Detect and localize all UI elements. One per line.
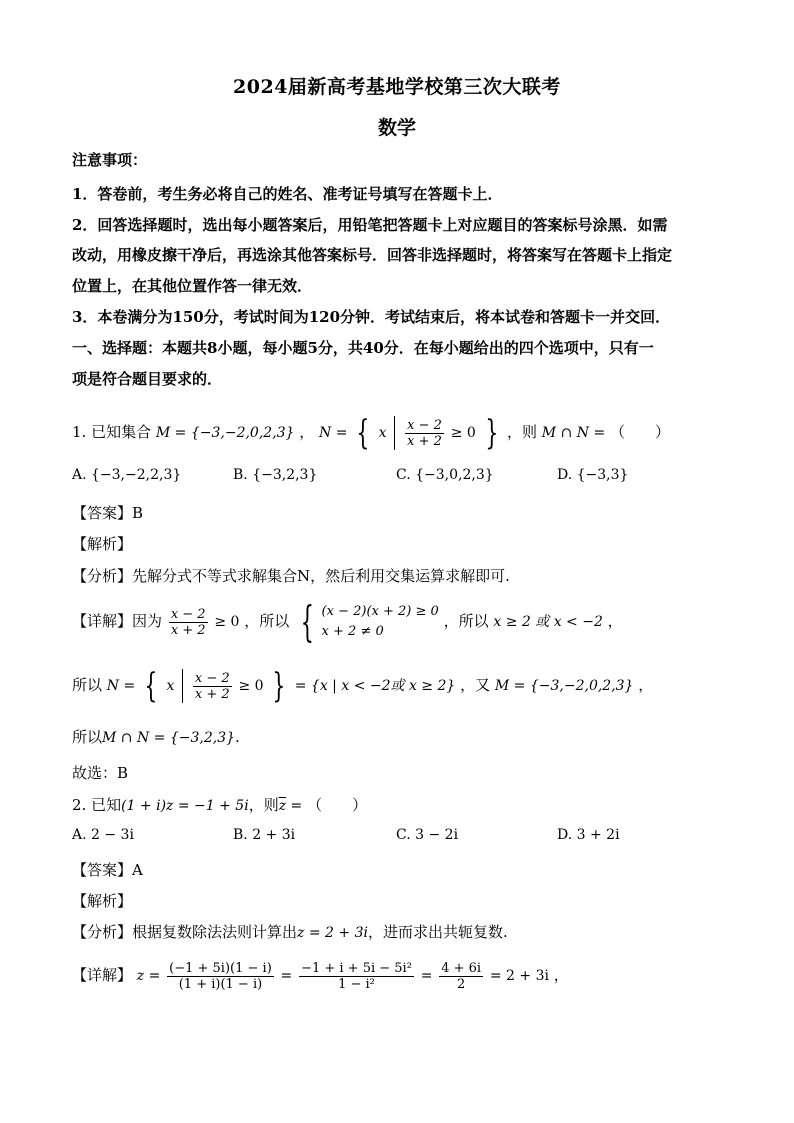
note-item-2-line-3: 位置上，在其他位置作答一律无效． [72, 277, 313, 295]
q2-option-a: A. 2 − 3i [72, 827, 134, 843]
q1-frac-num: x − 2 [407, 417, 442, 433]
q1-detail-line-2: 所以 N = { x $\frac{x - 2}{x + 2}$ ≥ 0 } = {x | x < −2或 x ≥ 2} ，又 M = {−3,−2,0,2,3} ， [72, 666, 654, 706]
q1-n-lhs: N = [319, 425, 348, 441]
q2-option-b: B. 2 + 3i [233, 827, 296, 843]
q2-fenxi: 【分析】根据复数除法法则计算出z = 2 + 3i，进而求出共轭复数. [72, 923, 508, 941]
section-1-heading-line-1: 一、选择题：本题共8小题，每小题5分，共40分．在每小题给出的四个选项中，只有一 [72, 339, 654, 357]
q1-set-var: x [378, 425, 387, 441]
q2-option-d: D. 3 + 2i [557, 827, 620, 843]
section-1-heading-line-2: 项是符合题目要求的． [72, 370, 223, 388]
q1-answer [72, 503, 732, 523]
set-bar-icon [394, 416, 395, 450]
z-conjugate: $\overline{z}$ [278, 798, 287, 814]
q1-prefix: 1. 已知集合 [72, 423, 152, 441]
q1-choose: 故选：B [72, 764, 129, 782]
question-2: 2. 已知(1 + i)z = −1 + 5i，则$\overline{z}$ = （ ） [72, 796, 368, 814]
q1-detail-line-1: 【详解】因为 $\frac{x - 2}{x + 2}$ ≥ 0 ，所以 { (x − 2)(x + 2) ≥ 0 x + 2 ≠ 0 ，所以 x ≥ 2 或 x < −2 ， [72, 597, 623, 646]
set-bar-icon [182, 669, 183, 703]
right-brace-icon: } [484, 413, 498, 453]
q1-fraction [405, 418, 444, 449]
notes-heading: 注意事项： [72, 151, 148, 169]
right-brace-icon: } [272, 666, 286, 706]
q2-fraction-1: $\frac{(-1 + 5i)(1 - i)}{(1 + i)(1 - i)}$ [169, 960, 272, 992]
q1-comma: ， [299, 423, 315, 441]
q2-option-c: C. 3 − 2i [396, 827, 459, 843]
system-brace-icon: { [300, 597, 315, 646]
q1-option-a: A. {−3,−2,2,3} [72, 467, 182, 483]
left-brace-icon: { [144, 666, 158, 706]
q1-set-m: M = {−3,−2,0,2,3} [155, 425, 295, 441]
q1-option-d: D. {−3,3} [557, 467, 629, 483]
q1-geq0: ≥ 0 [450, 425, 476, 441]
q1-fenxi: 【分析】先解分式不等式求解集合N，然后利用交集运算求解即可. [72, 567, 510, 585]
note-item-1: 1．答卷前，考生务必将自己的姓名、准考证号填写在答题卡上． [72, 185, 503, 203]
q1-frac-den: x + 2 [407, 433, 442, 449]
subject-title: 数学 [377, 117, 416, 139]
q1-ask: ，则 [506, 423, 537, 441]
q1-paren: （ ） [609, 423, 670, 441]
q2-analysis-tag: 【解析】 [72, 892, 133, 910]
note-item-3: 3．本卷满分为150分，考试时间为120分钟．考试结束后，将本试卷和答题卡一并交回． [72, 308, 671, 326]
q1-detail-fraction: $\frac{x - 2}{x + 2}$ [170, 606, 206, 638]
question-1 [72, 410, 732, 454]
q2-fraction-2: $\frac{\text{−1 + i + 5i − 5i²}}{\text{1 − i²}}$ [301, 960, 412, 992]
q1-option-c: C. {−3,0,2,3} [396, 467, 494, 483]
q1-detail-line-3: 所以M ∩ N = {−3,2,3}. [72, 728, 240, 746]
exam-title: 2024届新高考基地学校第三次大联考 [233, 76, 561, 98]
answer-tag: 【答案】 [72, 504, 133, 522]
answer-value: B [132, 504, 144, 522]
q1-analysis-tag: 【解析】 [72, 535, 133, 553]
q1-ask-expr: M ∩ N = [541, 425, 606, 441]
q1-inequality-system: (x − 2)(x + 2) ≥ 0 x + 2 ≠ 0 [321, 604, 439, 639]
q2-fraction-3: $\frac{4 + 6i}{2}$ [441, 960, 482, 992]
left-brace-icon: { [356, 413, 370, 453]
q2-answer: 【答案】A [72, 861, 143, 879]
note-item-2-line-1: 2．回答选择题时，选出每小题答案后，用铅笔把答题卡上对应题目的答案标号涂黑．如需 [72, 216, 668, 234]
note-item-2-line-2: 改动，用橡皮擦干净后，再选涂其他答案标号．回答非选择题时，将答案写在答题卡上指定 [72, 246, 673, 264]
q1-option-b: B. {−3,2,3} [233, 467, 318, 483]
q2-detail: 【详解】 z = $\frac{(-1 + 5i)(1 - i)}{(1 + i)(1 - i)}$ = $\frac{\text{−1 + i + 5i − 5i²}}{\text{1 − i²}}$ = $\frac{4 + 6i}{2}$ = 2 + 3i ， [72, 960, 569, 992]
